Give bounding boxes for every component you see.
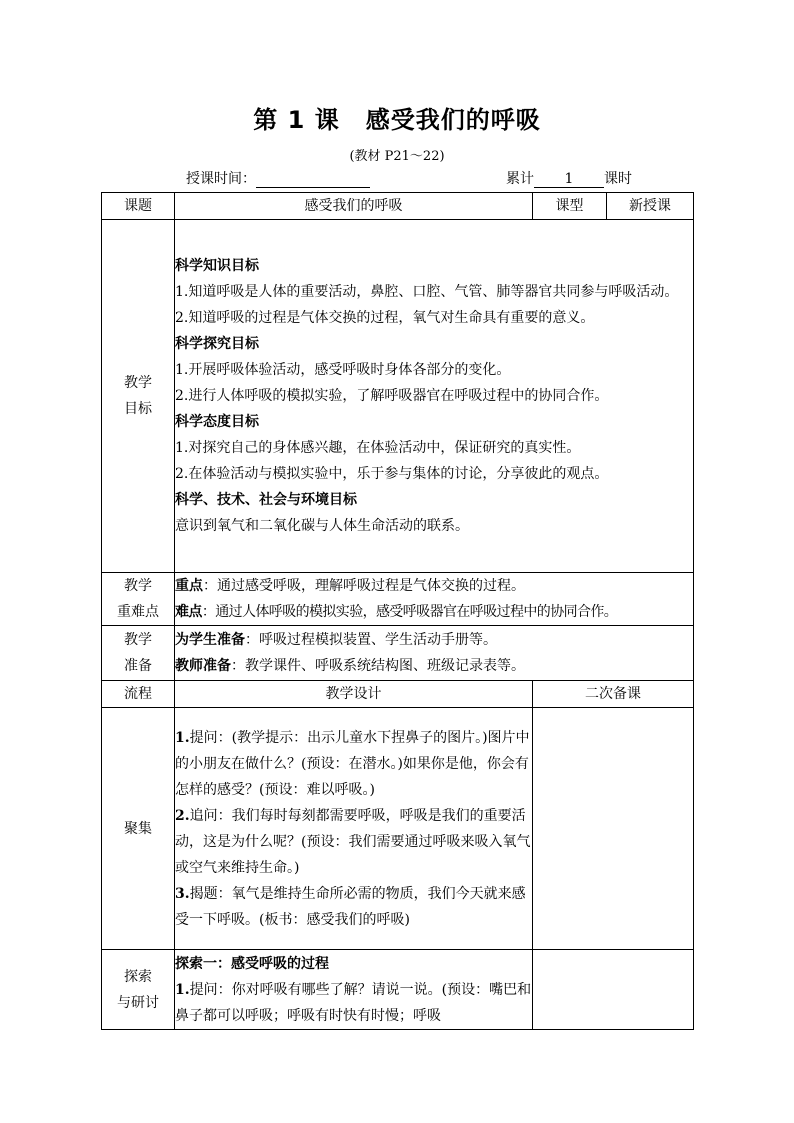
focus-second-prep — [533, 708, 694, 950]
page-title — [0, 100, 794, 135]
explore-item: 1.提问：你对呼吸有哪些了解？请说一说。(预设：嘴巴和鼻子都可以呼吸；呼吸有时快有时慢；呼吸 — [175, 981, 532, 1024]
focus-row — [102, 708, 694, 950]
key-points-row — [102, 573, 694, 626]
type-label: 课型 — [533, 193, 607, 220]
type-value: 新授课 — [607, 193, 694, 220]
goals-content — [175, 220, 694, 573]
goal-item: 意识到氧气和二氧化碳与人体生命活动的联系。 — [175, 518, 469, 534]
goal-item: 2.在体验活动与模拟实验中，乐于参与集体的讨论，分享彼此的观点。 — [175, 466, 609, 482]
key-points-content — [175, 573, 694, 626]
preparation-label: 教学 准备 — [102, 626, 175, 681]
focus-label: 聚集 — [102, 708, 175, 950]
student-prep: 为学生准备：呼吸过程模拟装置、学生活动手册等。 — [175, 632, 497, 648]
preparation-content — [175, 626, 694, 681]
topic-row — [102, 193, 694, 220]
focus-item: 1.提问：(教学提示：出示儿童水下捏鼻子的图片。)图片中的小朋友在做什么？(预设：在潜水。)如果你是他，你会有怎样的感受？(预设：难以呼吸。) — [175, 729, 530, 798]
teacher-prep: 教师准备：教学课件、呼吸系统结构图、班级记录表等。 — [175, 658, 525, 674]
focus-item: 3.揭题：氧气是维持生命所必需的物质，我们今天就来感受一下呼吸。(板书：感受我们的呼吸) — [175, 885, 526, 928]
key-points-label: 教学 重难点 — [102, 573, 175, 626]
time-blank — [256, 172, 370, 188]
focus-item: 2.追问：我们每时每刻都需要呼吸，呼吸是我们的重要活动，这是为什么呢？(预设：我们需要通过呼吸来吸入氧气或空气来维持生命。) — [175, 807, 531, 876]
second-prep-header: 二次备课 — [533, 681, 694, 708]
explore-label: 探索 与研讨 — [102, 950, 175, 1030]
explore-row — [102, 950, 694, 1030]
time-label: 授课时间： — [186, 171, 256, 187]
goals-label: 教学 目标 — [102, 220, 175, 573]
count-value: 1 — [534, 171, 604, 188]
topic-label: 课题 — [102, 193, 175, 220]
goal-item: 2.知道呼吸的过程是气体交换的过程，氧气对生命具有重要的意义。 — [175, 310, 595, 326]
lesson-name: 感受我们的呼吸 — [365, 106, 541, 134]
flow-header: 流程 — [102, 681, 175, 708]
preparation-row — [102, 626, 694, 681]
explore-content — [175, 950, 533, 1030]
count-unit: 课时 — [604, 171, 632, 187]
lesson-number: 第 1 课 — [253, 106, 340, 134]
goal-item: 1.知道呼吸是人体的重要活动，鼻腔、口腔、气管、肺等器官共同参与呼吸活动。 — [175, 284, 679, 300]
lesson-plan-table — [101, 192, 694, 1030]
explore-second-prep — [533, 950, 694, 1030]
focus-content — [175, 708, 533, 950]
design-header-row — [102, 681, 694, 708]
goal-item: 1.对探究自己的身体感兴趣，在体验活动中，保证研究的真实性。 — [175, 440, 581, 456]
textbook-pages: (教材 P21～22) — [349, 149, 445, 164]
explore-heading: 探索一：感受呼吸的过程 — [175, 955, 329, 972]
topic-value: 感受我们的呼吸 — [175, 193, 533, 220]
goal-heading: 科学态度目标 — [175, 414, 259, 430]
design-header: 教学设计 — [175, 681, 533, 708]
goals-row — [102, 220, 694, 573]
difficult-point: 难点：通过人体呼吸的模拟实验，感受呼吸器官在呼吸过程中的协同合作。 — [175, 604, 618, 620]
lesson-meta — [186, 168, 646, 188]
goal-item: 2.进行人体呼吸的模拟实验，了解呼吸器官在呼吸过程中的协同合作。 — [175, 388, 609, 404]
goal-heading: 科学知识目标 — [175, 258, 259, 274]
goal-item: 1.开展呼吸体验活动，感受呼吸时身体各部分的变化。 — [175, 362, 511, 378]
key-point: 重点：通过感受呼吸，理解呼吸过程是气体交换的过程。 — [175, 578, 525, 594]
goal-heading: 科学探究目标 — [175, 336, 259, 352]
count-label: 累计 — [506, 171, 534, 187]
goal-heading: 科学、技术、社会与环境目标 — [175, 492, 357, 508]
